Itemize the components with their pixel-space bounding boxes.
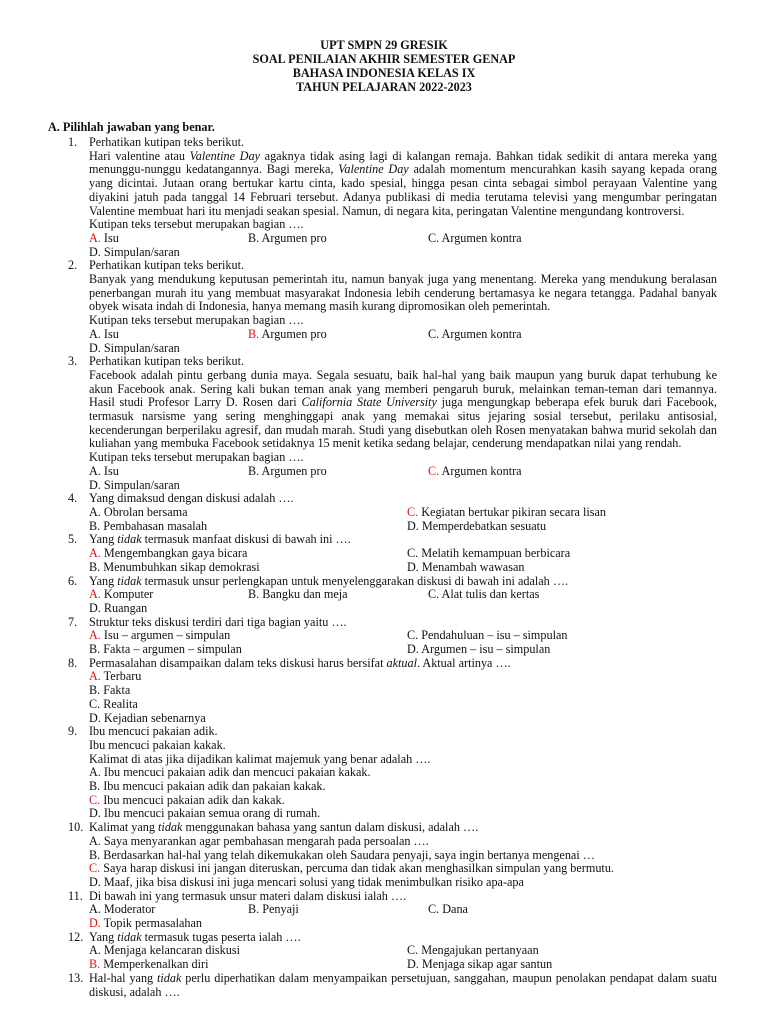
- option-text: Memperkenalkan diri: [100, 957, 209, 972]
- option-letter: B.: [89, 683, 101, 698]
- option-letter: B.: [89, 559, 101, 574]
- option-text: Mengajukan pertanyaan: [418, 943, 539, 958]
- answer-option[interactable]: [407, 629, 725, 643]
- answer-options: [89, 629, 729, 656]
- option-letter: C.: [89, 696, 101, 711]
- option-text: Terbaru: [100, 669, 142, 684]
- option-text: Argumen kontra: [439, 326, 522, 341]
- answer-options: [89, 506, 729, 533]
- answer-option[interactable]: [89, 862, 689, 876]
- option-letter: B.: [89, 642, 101, 657]
- text-segment: Yang: [89, 532, 118, 547]
- question-body: [89, 890, 729, 931]
- question-number: 6.: [68, 573, 78, 588]
- question: [0, 136, 768, 259]
- answer-option[interactable]: [407, 643, 725, 657]
- question-number: 12.: [68, 929, 84, 944]
- option-text: Alat tulis dan kertas: [439, 587, 540, 602]
- text-segment: Permasalahan disampaikan dalam teks diskusi harus bersifat: [89, 655, 387, 670]
- answer-options: [89, 465, 729, 492]
- italic-text: Valentine Day: [338, 162, 409, 177]
- option-letter: D.: [89, 477, 101, 492]
- exam-title: SOAL PENILAIAN AKHIR SEMESTER GENAP: [252, 52, 516, 66]
- option-letter: C.: [407, 504, 419, 519]
- option-text: Argumen – isu – simpulan: [418, 642, 551, 657]
- answer-option[interactable]: [89, 246, 248, 260]
- answer-option[interactable]: [89, 780, 689, 794]
- question-number: 5.: [68, 532, 78, 547]
- option-text: Memperdebatkan sesuatu: [418, 518, 547, 533]
- question-prompt: Kutipan teks tersebut merupakan bagian ….: [89, 450, 304, 465]
- option-text: Argumen kontra: [439, 230, 522, 245]
- text-segment: termasuk manfaat diskusi di bawah ini ….: [141, 532, 351, 547]
- question-prompt: Kutipan teks tersebut merupakan bagian ….: [89, 313, 304, 328]
- text-segment: Yang: [89, 929, 118, 944]
- option-text: Menumbuhkan sikap demokrasi: [100, 559, 260, 574]
- option-text: Pendahuluan – isu – simpulan: [418, 628, 568, 643]
- option-letter: C.: [428, 902, 440, 917]
- option-letter: D.: [407, 518, 419, 533]
- question-text: Kalimat di atas jika dijadikan kalimat majemuk yang benar adalah ….: [89, 751, 431, 766]
- answer-option[interactable]: [428, 465, 608, 479]
- answer-option[interactable]: [407, 547, 725, 561]
- question-number: 13.: [68, 970, 84, 985]
- academic-year: TAHUN PELAJARAN 2022-2023: [296, 80, 472, 94]
- question-text: Struktur teks diskusi terdiri dari tiga bagian yaitu ….: [89, 614, 347, 629]
- question-text: Ibu mencuci pakaian kakak.: [89, 737, 226, 752]
- option-text: Komputer: [100, 587, 154, 602]
- option-letter: A.: [89, 669, 101, 684]
- answer-option[interactable]: [89, 835, 689, 849]
- answer-option[interactable]: [407, 520, 725, 534]
- text-segment: adalah momentum mencurahkan kasih sayang kepada orang yang dicintai. Jutaan orang bertukar kartu cinta, kado spesial, hingga pesan cinta sebagai simbol perayaan Valentine yang diyakini jatuh pada tanggal 14 Februari tersebut. Adanya publikasi di media terutama televisi yang mengumbar peringatan Valentine membuat hari itu menjadi seakan spesial. Namun, di negara kita, peringatan Valentine mengundang kontroversi.: [89, 162, 718, 218]
- question-body: [89, 725, 729, 821]
- text-segment: agaknya tidak asing lagi di kalangan remaja. Bahkan tidak sedikit di antara mereka yang menunggu-nunggu kedatangannya. Bagi mereka,: [89, 148, 718, 177]
- question-body: [89, 972, 729, 999]
- question: [0, 492, 768, 533]
- option-letter: D.: [89, 244, 101, 259]
- answer-option[interactable]: [89, 561, 407, 575]
- option-letter: D.: [407, 642, 419, 657]
- question-body: [89, 575, 729, 616]
- answer-options: [89, 903, 729, 930]
- section-title: A. Pilihlah jawaban yang benar.: [48, 120, 215, 134]
- answer-option[interactable]: [89, 794, 689, 808]
- option-text: Simpulan/saran: [100, 477, 180, 492]
- answer-option[interactable]: [428, 903, 608, 917]
- answer-options: [89, 588, 729, 615]
- option-text: Fakta – argumen – simpulan: [100, 642, 242, 657]
- option-text: Dana: [439, 902, 468, 917]
- answer-options: [89, 232, 729, 259]
- text-segment: termasuk unsur perlengkapan untuk menyelenggarakan diskusi di bawah ini adalah ….: [141, 573, 569, 588]
- answer-option[interactable]: [89, 328, 248, 342]
- text-segment: termasuk tugas peserta ialah ….: [141, 929, 301, 944]
- italic-text: tidak: [117, 573, 142, 588]
- option-letter: D.: [89, 916, 101, 931]
- answer-option[interactable]: [407, 958, 725, 972]
- question: [0, 259, 768, 355]
- text-segment: Hal-hal yang: [89, 970, 158, 985]
- option-letter: B.: [89, 957, 101, 972]
- question-body: [89, 821, 729, 890]
- answer-option[interactable]: [89, 684, 689, 698]
- option-text: Bangku dan meja: [259, 587, 348, 602]
- answer-option[interactable]: [89, 807, 689, 821]
- option-letter: D.: [89, 874, 101, 889]
- answer-option[interactable]: [89, 698, 689, 712]
- answer-options: [89, 944, 729, 971]
- option-text: Pembahasan masalah: [100, 518, 208, 533]
- option-letter: D.: [407, 957, 419, 972]
- question-text: Di bawah ini yang termasuk unsur materi dalam diskusi ialah ….: [89, 888, 407, 903]
- answer-option[interactable]: [89, 629, 407, 643]
- exam-header: [0, 38, 768, 94]
- option-text: Saya harap diskusi ini jangan diteruskan, percuma dan tidak akan menghasilkan simpulan yang bermutu.: [100, 861, 614, 876]
- option-letter: C.: [407, 628, 419, 643]
- answer-option[interactable]: [89, 588, 248, 602]
- answer-option[interactable]: [428, 328, 608, 342]
- option-text: Obrolan bersama: [100, 504, 188, 519]
- text-segment: Yang: [89, 573, 118, 588]
- option-text: Topik permasalahan: [100, 916, 202, 931]
- question-number: 2.: [68, 258, 78, 273]
- italic-text: aktual: [386, 655, 417, 670]
- option-letter: B.: [89, 779, 101, 794]
- answer-option[interactable]: [89, 958, 407, 972]
- option-text: Simpulan/saran: [100, 244, 180, 259]
- option-letter: B.: [248, 587, 260, 602]
- option-letter: C.: [428, 463, 440, 478]
- question-number: 10.: [68, 820, 84, 835]
- question-text: [89, 533, 729, 547]
- option-letter: C.: [428, 230, 440, 245]
- option-letter: B.: [248, 902, 260, 917]
- option-text: Ibu mencuci pakaian adik dan pakaian kakak.: [100, 779, 326, 794]
- question-text: Perhatikan kutipan teks berikut.: [89, 135, 245, 149]
- question-number: 4.: [68, 491, 78, 506]
- answer-option[interactable]: [89, 342, 248, 356]
- question-body: [89, 259, 729, 355]
- option-letter: D.: [407, 559, 419, 574]
- option-text: Menjaga kelancaran diskusi: [100, 943, 240, 958]
- option-text: Isu – argumen – simpulan: [100, 628, 231, 643]
- italic-text: tidak: [158, 820, 183, 835]
- option-letter: A.: [89, 587, 101, 602]
- option-letter: A.: [89, 902, 101, 917]
- option-text: Kegiatan bertukar pikiran secara lisan: [418, 504, 606, 519]
- answer-option[interactable]: [89, 479, 248, 493]
- question: [0, 890, 768, 931]
- option-text: Fakta: [100, 683, 131, 698]
- option-letter: B.: [248, 463, 260, 478]
- option-letter: A.: [89, 546, 101, 561]
- option-text: Isu: [100, 230, 119, 245]
- question: [0, 355, 768, 492]
- answer-option[interactable]: [407, 944, 725, 958]
- option-text: Ruangan: [100, 600, 148, 615]
- question: [0, 575, 768, 616]
- option-text: Saya menyarankan agar pembahasan mengarah pada persoalan ….: [100, 833, 429, 848]
- question-number: 7.: [68, 614, 78, 629]
- answer-options: [89, 766, 729, 821]
- question-text: Perhatikan kutipan teks berikut.: [89, 258, 245, 273]
- option-letter: D.: [89, 340, 101, 355]
- text-segment: Hari valentine atau: [89, 148, 190, 163]
- answer-options: [89, 835, 729, 890]
- question: [0, 616, 768, 657]
- question-text: [89, 657, 729, 671]
- answer-option[interactable]: [89, 903, 248, 917]
- question: [0, 657, 768, 726]
- option-text: Menambah wawasan: [418, 559, 525, 574]
- option-letter: A.: [89, 230, 101, 245]
- italic-text: California State University: [301, 395, 437, 410]
- passage-text: [89, 150, 717, 219]
- option-letter: B.: [248, 230, 260, 245]
- option-letter: A.: [89, 628, 101, 643]
- answer-option[interactable]: [89, 643, 407, 657]
- option-text: Simpulan/saran: [100, 340, 180, 355]
- option-text: Argumen kontra: [439, 463, 522, 478]
- option-text: Maaf, jika bisa diskusi ini juga mencari solusi yang tidak menimbulkan risiko apa-apa: [100, 874, 524, 889]
- question-text: Ibu mencuci pakaian adik.: [89, 724, 218, 739]
- text-segment: juga mengungkap beberapa efek buruk dari Facebook, termasuk narsisme yang sering menghinggapi anak yang memakai situs jejaring sosial tersebut, perilaku antisosial, kecenderungan berperilaku agresif, dan mudah marah. Studi yang disebutkan oleh Rosen menyatakan bahwa murid sekolah dan kuliahan yang membuka Facebook setidaknya 15 menit ketika sedang belajar, cenderung mendapatkan nilai yang rendah.: [89, 395, 717, 451]
- answer-option[interactable]: [407, 561, 725, 575]
- option-text: Ibu mencuci pakaian adik dan mencuci pakaian kakak.: [100, 765, 371, 780]
- question-body: [89, 616, 729, 657]
- italic-text: Valentine Day: [189, 148, 260, 163]
- option-text: Melatih kemampuan berbicara: [418, 546, 571, 561]
- passage-text: [89, 273, 717, 314]
- option-letter: D.: [89, 806, 101, 821]
- question: [0, 931, 768, 972]
- option-letter: A.: [89, 943, 101, 958]
- question-body: [89, 492, 729, 533]
- answer-option[interactable]: [407, 506, 725, 520]
- answer-options: [89, 670, 729, 725]
- option-letter: A.: [89, 504, 101, 519]
- answer-option[interactable]: [89, 944, 407, 958]
- question-body: [89, 136, 729, 259]
- answer-option[interactable]: [89, 849, 689, 863]
- question-text: Perhatikan kutipan teks berikut.: [89, 354, 245, 369]
- text-segment: perlu diperhatikan dalam menyampaikan persetujuan, sanggahan, maupun penolakan pendapat dalam suatu diskusi, adalah ….: [89, 970, 717, 999]
- question-text: Yang dimaksud dengan diskusi adalah ….: [89, 491, 294, 506]
- question-number: 9.: [68, 724, 78, 739]
- option-letter: B.: [89, 847, 101, 862]
- question-list: [0, 136, 768, 999]
- italic-text: tidak: [117, 929, 142, 944]
- italic-text: tidak: [157, 970, 182, 985]
- text-segment: . Aktual artinya ….: [416, 655, 511, 670]
- option-text: Ibu mencuci pakaian adik dan kakak.: [100, 792, 285, 807]
- italic-text: tidak: [117, 532, 142, 547]
- question-text: [89, 821, 729, 835]
- option-text: Ibu mencuci pakaian semua orang di rumah.: [100, 806, 321, 821]
- passage-text: [89, 972, 717, 999]
- text-segment: Facebook adalah pintu gerbang dunia maya. Segala sesuatu, baik hal-hal yang baik maupun yang buruk dapat terhubung ke akun Facebook anak. Sering kali bukan teman anak yang memberi pengaruh buruk, melainkan teman-teman dari temannya. Hasil studi Profesor Larry D. Rosen dari: [89, 367, 717, 410]
- text-segment: menggunakan bahasa yang santun dalam diskusi, adalah ….: [182, 820, 479, 835]
- answer-option[interactable]: [248, 232, 428, 246]
- option-letter: A.: [89, 463, 101, 478]
- question-body: [89, 931, 729, 972]
- answer-option[interactable]: [248, 588, 428, 602]
- text-segment: Banyak yang mendukung keputusan pemerintah itu, namun banyak juga yang menentang. Mereka yang mendukung beralasan penerbangan murah itu yang membuat masyarakat Indonesia lebih cenderung bertamasya ke negara tetangga. Padahal banyak obyek wisata indah di Indonesia, hanya memang masih kurang dipromosikan oleh pemerintah.: [89, 272, 717, 314]
- question-number: 11.: [68, 888, 83, 903]
- question-number: 8.: [68, 655, 78, 670]
- option-letter: D.: [89, 600, 101, 615]
- option-letter: B.: [248, 326, 260, 341]
- answer-option[interactable]: [89, 766, 689, 780]
- answer-option[interactable]: [89, 602, 248, 616]
- option-text: Argumen pro: [259, 463, 327, 478]
- subject-title: BAHASA INDONESIA KELAS IX: [292, 66, 476, 80]
- question: [0, 972, 768, 999]
- answer-option[interactable]: [89, 506, 407, 520]
- question-prompt: Kutipan teks tersebut merupakan bagian ….: [89, 217, 304, 232]
- question-text: [89, 575, 729, 589]
- answer-option[interactable]: [89, 547, 407, 561]
- option-text: Kejadian sebenarnya: [100, 710, 206, 725]
- text-segment: Kalimat yang: [89, 820, 159, 835]
- answer-option[interactable]: [89, 232, 248, 246]
- option-letter: C.: [407, 943, 419, 958]
- school-name: UPT SMPN 29 GRESIK: [320, 38, 448, 52]
- question-body: [89, 355, 729, 492]
- answer-option[interactable]: [89, 876, 689, 890]
- option-letter: C.: [89, 792, 101, 807]
- question-body: [89, 657, 729, 726]
- answer-option[interactable]: [89, 520, 407, 534]
- question-number: 3.: [68, 354, 78, 369]
- option-text: Mengembangkan gaya bicara: [100, 546, 248, 561]
- option-letter: C.: [89, 861, 101, 876]
- option-text: Argumen pro: [259, 230, 327, 245]
- question: [0, 821, 768, 890]
- option-letter: D.: [89, 710, 101, 725]
- answer-option[interactable]: [89, 712, 689, 726]
- answer-options: [89, 328, 729, 355]
- option-text: Menjaga sikap agar santun: [418, 957, 553, 972]
- option-text: Berdasarkan hal-hal yang telah dikemukakan oleh Saudara penyaji, saya ingin bertanya mengenai …: [100, 847, 595, 862]
- answer-options: [89, 547, 729, 574]
- option-letter: A.: [89, 765, 101, 780]
- option-letter: A.: [89, 326, 101, 341]
- answer-option[interactable]: [248, 328, 428, 342]
- option-text: Isu: [100, 326, 119, 341]
- question-text: [89, 931, 729, 945]
- question: [0, 533, 768, 574]
- question-body: [89, 533, 729, 574]
- option-text: Penyaji: [259, 902, 299, 917]
- option-letter: A.: [89, 833, 101, 848]
- answer-option[interactable]: [428, 588, 608, 602]
- option-letter: B.: [89, 518, 101, 533]
- answer-option[interactable]: [248, 465, 428, 479]
- answer-option[interactable]: [89, 670, 689, 684]
- option-letter: C.: [428, 326, 440, 341]
- option-letter: C.: [428, 587, 440, 602]
- answer-option[interactable]: [428, 232, 608, 246]
- answer-option[interactable]: [89, 465, 248, 479]
- question-number: 1.: [68, 135, 78, 149]
- option-text: Moderator: [100, 902, 156, 917]
- passage-text: [89, 369, 717, 451]
- answer-option[interactable]: [248, 903, 428, 917]
- option-text: Isu: [100, 463, 119, 478]
- option-text: Realita: [100, 696, 138, 711]
- option-letter: C.: [407, 546, 419, 561]
- question: [0, 725, 768, 821]
- answer-option[interactable]: [89, 917, 248, 931]
- option-text: Argumen pro: [259, 326, 327, 341]
